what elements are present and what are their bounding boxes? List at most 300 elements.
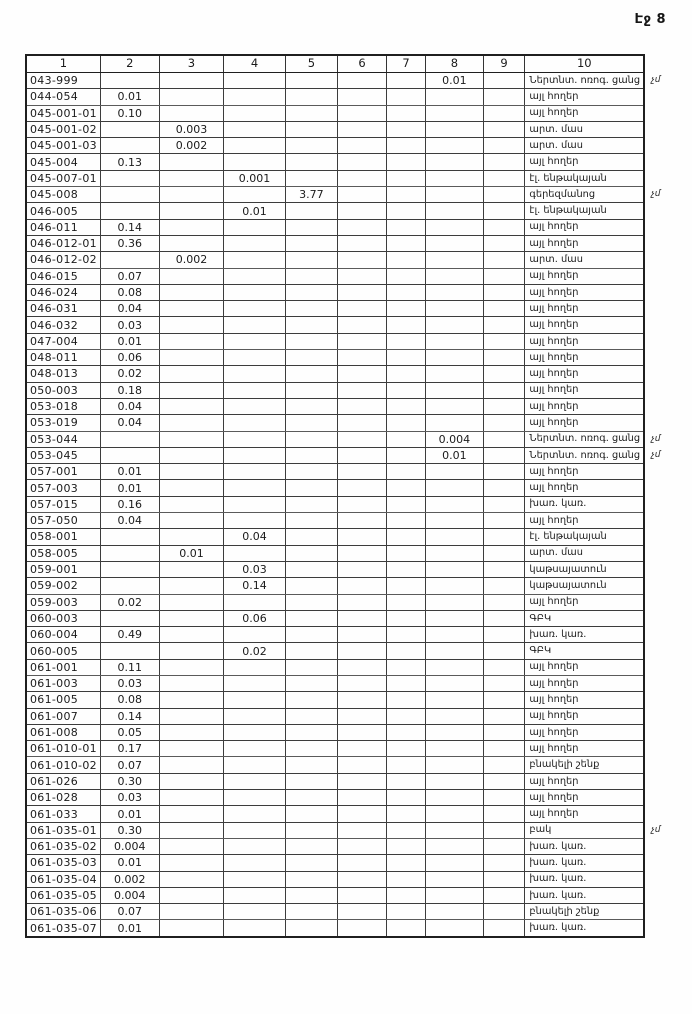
margin-annotation [644,203,691,219]
value-cell [159,170,224,186]
land-category: կաթսայատուն [525,578,644,594]
parcel-code: 061-028 [26,790,100,806]
margin-annotation [644,643,691,659]
table-row [26,431,691,447]
land-category: բնակելի շենք [525,904,644,920]
margin-annotation [644,138,691,154]
value-cell [285,838,337,854]
value-cell [386,855,425,871]
table-row [26,806,691,822]
land-category: գերեզմանոց [525,187,644,203]
value-cell [338,627,387,643]
value-cell [285,513,337,529]
margin-annotation [644,741,691,757]
value-cell [483,268,525,284]
value-cell [285,105,337,121]
table-row [26,822,691,838]
table-row [26,561,691,577]
value-cell [159,89,224,105]
parcel-code: 045-001-02 [26,121,100,137]
value-cell [426,904,484,920]
margin-annotation [644,333,691,349]
value-cell [285,89,337,105]
value-cell [426,284,484,300]
table-row [26,578,691,594]
value-cell [386,431,425,447]
value-cell [426,333,484,349]
table-row [26,675,691,691]
value-cell [483,431,525,447]
parcel-code: 059-001 [26,561,100,577]
land-category: բակ [525,822,644,838]
value-cell [386,627,425,643]
value-cell [100,545,159,561]
value-cell [285,545,337,561]
value-cell [285,610,337,626]
value-cell [100,447,159,463]
value-cell [386,415,425,431]
parcel-code: 061-035-06 [26,904,100,920]
column-header: 1 [26,55,100,73]
value-cell: 0.01 [100,920,159,937]
value-cell [338,252,387,268]
value-cell [224,382,285,398]
value-cell: 0.36 [100,235,159,251]
value-cell [426,105,484,121]
value-cell [159,447,224,463]
land-category: այլ հողեր [525,382,644,398]
value-cell [159,268,224,284]
value-cell [483,675,525,691]
value-cell [159,675,224,691]
value-cell [386,561,425,577]
land-category: էլ. ենթակայան [525,529,644,545]
value-cell [159,350,224,366]
value-cell [224,741,285,757]
value-cell [159,741,224,757]
land-category: այլ հողեր [525,154,644,170]
value-cell [426,724,484,740]
land-category: այլ հողեր [525,675,644,691]
table-row [26,871,691,887]
value-cell [159,398,224,414]
value-cell [338,464,387,480]
value-cell [386,73,425,89]
value-cell [285,627,337,643]
land-category: այլ հողեր [525,301,644,317]
value-cell [483,366,525,382]
value-cell [426,89,484,105]
value-cell [386,610,425,626]
parcel-code: 057-001 [26,464,100,480]
parcel-code: 058-001 [26,529,100,545]
value-cell [285,806,337,822]
column-header: 4 [224,55,285,73]
value-cell [386,887,425,903]
land-category: այլ հողեր [525,333,644,349]
value-cell [338,138,387,154]
value-cell [483,203,525,219]
value-cell [338,822,387,838]
value-cell [285,464,337,480]
value-cell [426,398,484,414]
value-cell: 0.02 [224,643,285,659]
value-cell [159,333,224,349]
value-cell: 0.004 [426,431,484,447]
value-cell [285,121,337,137]
land-category: այլ հողեր [525,317,644,333]
value-cell [285,741,337,757]
value-cell [338,887,387,903]
value-cell: 0.14 [100,219,159,235]
value-cell [159,529,224,545]
value-cell [483,235,525,251]
value-cell [285,73,337,89]
land-category: արտ. մաս [525,121,644,137]
value-cell [224,920,285,937]
table-row [26,529,691,545]
value-cell [483,610,525,626]
land-category: այլ հողեր [525,480,644,496]
margin-annotation: չմ [651,189,661,200]
value-cell [483,301,525,317]
value-cell [483,170,525,186]
value-cell [224,252,285,268]
parcel-code: 061-026 [26,773,100,789]
value-cell [285,773,337,789]
margin-annotation [644,578,691,594]
value-cell [285,333,337,349]
value-cell [426,708,484,724]
value-cell: 0.01 [100,89,159,105]
table-row [26,708,691,724]
value-cell [338,659,387,675]
column-header: 10 [525,55,644,73]
value-cell [338,203,387,219]
parcel-code: 050-003 [26,382,100,398]
value-cell: 0.11 [100,659,159,675]
value-cell [100,252,159,268]
value-cell: 0.04 [224,529,285,545]
value-cell [285,643,337,659]
value-cell [483,627,525,643]
value-cell [426,871,484,887]
parcel-code: 061-007 [26,708,100,724]
value-cell: 0.14 [224,578,285,594]
margin-annotation [644,366,691,382]
value-cell [386,398,425,414]
value-cell: 0.04 [100,398,159,414]
land-category: արտ. մաս [525,138,644,154]
value-cell [338,219,387,235]
parcel-code: 046-011 [26,219,100,235]
value-cell: 0.01 [159,545,224,561]
value-cell [426,203,484,219]
value-cell [285,350,337,366]
value-cell [159,431,224,447]
parcel-code: 046-015 [26,268,100,284]
land-category: բնակելի շենք [525,757,644,773]
parcel-code: 061-010-02 [26,757,100,773]
value-cell [159,480,224,496]
value-cell: 0.002 [159,252,224,268]
table-row [26,170,691,186]
value-cell [483,154,525,170]
value-cell [426,268,484,284]
value-cell [426,643,484,659]
value-cell [159,317,224,333]
parcel-code: 045-004 [26,154,100,170]
value-cell [224,447,285,463]
land-category: կաթսայատուն [525,561,644,577]
land-category: այլ հողեր [525,806,644,822]
parcel-code: 061-035-03 [26,855,100,871]
value-cell [224,773,285,789]
value-cell [338,170,387,186]
value-cell [285,203,337,219]
land-category: խառ. կառ. [525,871,644,887]
value-cell [100,431,159,447]
value-cell: 3.77 [285,187,337,203]
value-cell [338,610,387,626]
value-cell: 0.01 [426,447,484,463]
margin-annotation [644,610,691,626]
value-cell [224,480,285,496]
table-row [26,121,691,137]
parcel-code: 057-050 [26,513,100,529]
table-row [26,447,691,463]
value-cell [426,219,484,235]
value-cell [483,252,525,268]
table-row [26,284,691,300]
value-cell [426,741,484,757]
parcel-code: 059-002 [26,578,100,594]
parcel-code: 058-005 [26,545,100,561]
value-cell [338,284,387,300]
value-cell: 0.01 [224,203,285,219]
value-cell [159,219,224,235]
value-cell [386,545,425,561]
value-cell [224,284,285,300]
value-cell [483,121,525,137]
value-cell [483,741,525,757]
value-cell [159,496,224,512]
value-cell [100,138,159,154]
land-category: Ներտնտ. ոռոգ. ցանց [525,431,644,447]
parcel-code: 053-019 [26,415,100,431]
value-cell [483,496,525,512]
table-body [26,73,691,937]
land-category: այլ հողեր [525,89,644,105]
land-category: այլ հողեր [525,513,644,529]
margin-annotation [644,480,691,496]
value-cell [285,219,337,235]
value-cell [426,855,484,871]
value-cell [386,773,425,789]
margin-annotation [644,252,691,268]
value-cell: 0.01 [100,480,159,496]
value-cell [483,838,525,854]
value-cell [426,773,484,789]
value-cell [483,513,525,529]
value-cell [338,773,387,789]
value-cell [338,431,387,447]
value-cell [483,89,525,105]
value-cell [285,904,337,920]
value-cell [483,187,525,203]
land-parcel-table [25,54,692,938]
value-cell: 0.07 [100,757,159,773]
value-cell [338,757,387,773]
value-cell [159,627,224,643]
table-row [26,659,691,675]
value-cell [338,121,387,137]
parcel-code: 045-001-01 [26,105,100,121]
value-cell [483,708,525,724]
margin-annotation [644,513,691,529]
value-cell [159,187,224,203]
value-cell [224,496,285,512]
value-cell: 0.03 [100,675,159,691]
land-category: այլ հողեր [525,398,644,414]
land-category: այլ հողեր [525,659,644,675]
value-cell [483,284,525,300]
margin-annotation [644,284,691,300]
value-cell [338,187,387,203]
value-cell [386,268,425,284]
value-cell: 0.05 [100,724,159,740]
value-cell [285,887,337,903]
value-cell [285,855,337,871]
value-cell [159,757,224,773]
value-cell [224,871,285,887]
margin-annotation [644,154,691,170]
table-row [26,773,691,789]
value-cell [338,366,387,382]
value-cell: 0.04 [100,301,159,317]
value-cell [426,317,484,333]
value-cell [159,382,224,398]
table-row [26,724,691,740]
value-cell [285,594,337,610]
land-category: ԳԲԿ [525,643,644,659]
land-category: խառ. կառ. [525,838,644,854]
value-cell [224,790,285,806]
value-cell [159,578,224,594]
parcel-code: 061-033 [26,806,100,822]
parcel-code: 045-008 [26,187,100,203]
value-cell [426,561,484,577]
table-row [26,480,691,496]
land-category: այլ հողեր [525,594,644,610]
value-cell [159,464,224,480]
table-row [26,838,691,854]
value-cell [483,317,525,333]
land-category: արտ. մաս [525,545,644,561]
table-row [26,496,691,512]
value-cell [483,545,525,561]
value-cell: 0.004 [100,838,159,854]
value-cell [483,398,525,414]
value-cell [426,757,484,773]
margin-annotation [644,561,691,577]
value-cell [483,659,525,675]
value-cell [426,838,484,854]
margin-header-spacer [644,55,691,73]
value-cell: 0.08 [100,692,159,708]
value-cell [426,920,484,937]
margin-annotation [644,806,691,822]
margin-annotation [644,545,691,561]
value-cell [386,708,425,724]
margin-annotation [644,382,691,398]
value-cell [338,838,387,854]
value-cell [386,301,425,317]
parcel-code: 060-004 [26,627,100,643]
parcel-code: 053-018 [26,398,100,414]
value-cell [338,268,387,284]
margin-annotation [644,594,691,610]
value-cell [338,333,387,349]
table-row [26,920,691,937]
land-category: այլ հողեր [525,284,644,300]
value-cell [159,773,224,789]
value-cell [159,154,224,170]
land-category: արտ. մաս [525,252,644,268]
value-cell: 0.002 [100,871,159,887]
value-cell [224,219,285,235]
value-cell [338,920,387,937]
value-cell: 0.02 [100,594,159,610]
value-cell: 0.03 [100,317,159,333]
value-cell [386,333,425,349]
land-category: էլ. ենթակայան [525,170,644,186]
value-cell [224,398,285,414]
value-cell [159,806,224,822]
value-cell [483,73,525,89]
table-row [26,187,691,203]
value-cell [338,447,387,463]
value-cell [426,464,484,480]
table-row [26,398,691,414]
value-cell [386,594,425,610]
value-cell: 0.49 [100,627,159,643]
value-cell: 0.01 [100,806,159,822]
value-cell [386,187,425,203]
value-cell: 0.01 [426,73,484,89]
table-row [26,235,691,251]
value-cell [426,692,484,708]
value-cell [426,545,484,561]
value-cell [386,89,425,105]
table-row [26,464,691,480]
parcel-code: 046-024 [26,284,100,300]
value-cell [483,529,525,545]
value-cell: 0.01 [100,333,159,349]
value-cell [386,838,425,854]
value-cell: 0.06 [224,610,285,626]
value-cell [386,871,425,887]
value-cell: 0.14 [100,708,159,724]
value-cell [483,333,525,349]
value-cell [386,203,425,219]
parcel-code: 061-001 [26,659,100,675]
value-cell [338,790,387,806]
value-cell [386,643,425,659]
value-cell [100,203,159,219]
value-cell [285,790,337,806]
value-cell [159,73,224,89]
